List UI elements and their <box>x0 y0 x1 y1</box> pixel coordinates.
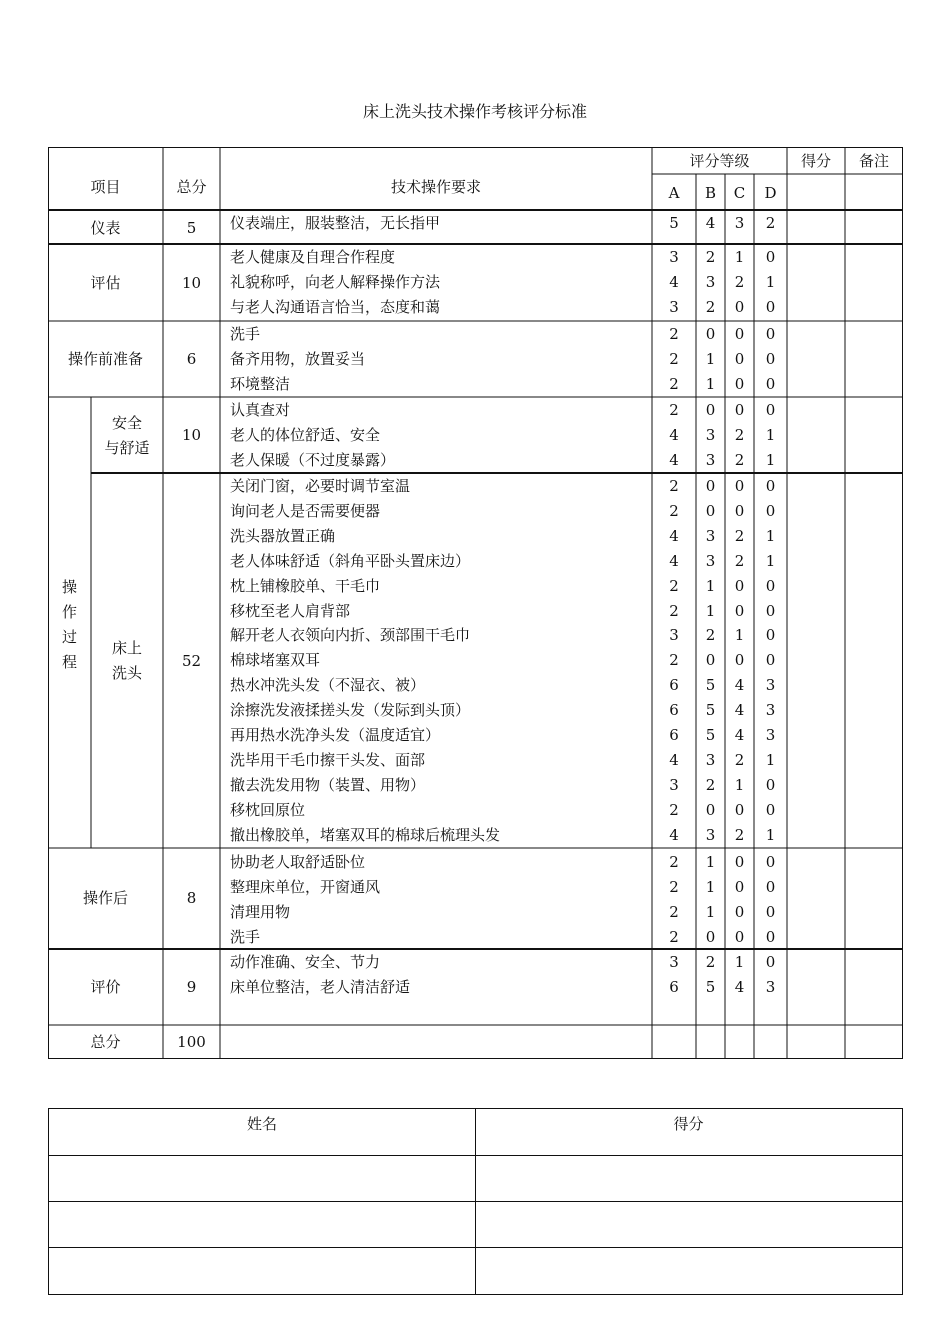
grade-score-c: 0 <box>734 601 745 620</box>
grade-score-a: 4 <box>669 450 679 469</box>
grade-score-c: 1 <box>734 626 745 645</box>
requirement-text: 热水冲洗头发（不湿衣、被） <box>230 676 426 695</box>
requirement-text: 洗头器放置正确 <box>230 526 336 545</box>
grade-score-a: 2 <box>669 501 679 520</box>
grade-score-b: 1 <box>705 601 716 620</box>
grade-score-c: 0 <box>734 349 745 368</box>
grade-score-a: 2 <box>669 374 679 393</box>
grade-score-b: 1 <box>705 349 716 368</box>
grade-score-d: 0 <box>765 651 776 670</box>
requirement-text: 撤去洗发用物（装置、用物） <box>230 775 426 794</box>
grade-score-d: 0 <box>765 877 776 896</box>
grade-score-b: 2 <box>705 248 716 266</box>
section-total-preparation: 6 <box>186 350 197 368</box>
grade-score-a: 4 <box>669 825 679 844</box>
grade-score-a: 4 <box>669 526 679 545</box>
grand-total-label: 总分 <box>90 1033 121 1051</box>
requirement-text: 老人保暖（不过度暴露） <box>230 450 396 469</box>
grade-score-c: 4 <box>734 701 745 720</box>
grade-score-b: 5 <box>705 977 716 996</box>
grade-score-d: 1 <box>765 551 776 570</box>
grade-score-a: 2 <box>669 800 679 819</box>
grade-score-c: 0 <box>734 927 745 946</box>
grade-score-a: 2 <box>669 477 679 495</box>
grade-score-c: 0 <box>734 651 745 670</box>
grade-score-c: 0 <box>734 902 745 921</box>
grade-score-c: 2 <box>734 825 745 844</box>
requirement-text: 整理床单位，开窗通风 <box>230 877 381 896</box>
grade-score-a: 6 <box>669 701 679 720</box>
requirement-text: 与老人沟通语言恰当，态度和蔼 <box>230 297 441 316</box>
grade-score-b: 3 <box>705 825 716 844</box>
page-title: 床上洗头技术操作考核评分标准 <box>362 102 587 121</box>
grade-score-b: 1 <box>705 902 716 921</box>
grade-score-d: 0 <box>765 297 776 316</box>
grade-score-c: 0 <box>734 374 745 393</box>
requirement-text: 老人体味舒适（斜角平卧头置床边） <box>230 551 471 570</box>
section-total-appearance: 5 <box>186 219 197 237</box>
grade-score-b: 3 <box>705 425 716 444</box>
section-sub-washing-line1: 床上 <box>111 639 142 657</box>
grade-score-c: 4 <box>734 676 745 695</box>
grade-score-b: 2 <box>705 775 716 794</box>
score-record-row <box>49 1201 902 1202</box>
grade-score-d: 0 <box>765 401 776 419</box>
grade-score-c: 2 <box>734 750 745 769</box>
grade-score-c: 4 <box>734 977 745 996</box>
requirement-text: 认真查对 <box>230 401 291 419</box>
grade-score-b: 2 <box>705 297 716 316</box>
grade-score-d: 3 <box>765 676 776 695</box>
grade-score-d: 0 <box>765 927 776 946</box>
section-name-assessment: 评估 <box>90 274 121 292</box>
section-sub-washing-line2: 洗头 <box>111 664 142 682</box>
grade-score-a: 4 <box>669 272 679 291</box>
requirement-text: 涂擦洗发液揉搓头发（发际到头顶） <box>230 701 471 720</box>
grade-score-b: 0 <box>705 477 716 495</box>
grade-score-b: 0 <box>705 325 716 343</box>
grade-score-d: 0 <box>765 853 776 871</box>
grade-score-d: 0 <box>765 477 776 495</box>
grade-score-c: 0 <box>734 576 745 595</box>
requirement-text: 枕上铺橡胶单、干毛巾 <box>230 576 381 595</box>
grade-score-b: 5 <box>705 676 716 695</box>
score-record-score-header: 得分 <box>673 1115 704 1133</box>
grade-score-a: 2 <box>669 651 679 670</box>
grade-score-a: 6 <box>669 726 679 744</box>
grade-score-c: 1 <box>734 775 745 794</box>
grade-score-c: 2 <box>734 272 745 291</box>
grade-score-d: 3 <box>765 977 776 996</box>
grade-score-b: 2 <box>705 626 716 645</box>
grand-total-value: 100 <box>177 1033 206 1051</box>
grade-score-c: 0 <box>734 297 745 316</box>
grade-score-b: 5 <box>705 701 716 720</box>
requirement-text: 协助老人取舒适卧位 <box>230 853 366 871</box>
grade-score-c: 4 <box>734 726 745 744</box>
grade-score-c: 0 <box>734 325 745 343</box>
section-total-safety: 10 <box>181 426 202 444</box>
grade-score-c: 2 <box>734 425 745 444</box>
requirement-text: 再用热水洗净头发（温度适宜） <box>230 726 441 744</box>
grade-score-c: 0 <box>734 501 745 520</box>
grade-score-c: 3 <box>734 214 745 232</box>
requirement-text: 撤出橡胶单，堵塞双耳的棉球后梳理头发 <box>230 825 501 844</box>
grade-score-d: 3 <box>765 701 776 720</box>
requirement-text: 棉球堵塞双耳 <box>230 651 321 670</box>
requirement-text: 关闭门窗，必要时调节室温 <box>230 477 411 495</box>
section-name-evaluation: 评价 <box>90 978 121 996</box>
requirement-text: 仪表端庄，服装整洁，无长指甲 <box>230 214 441 232</box>
requirement-text: 老人健康及自理合作程度 <box>230 248 396 266</box>
grade-score-b: 4 <box>705 214 716 232</box>
grade-score-a: 3 <box>669 297 679 316</box>
grade-score-d: 0 <box>765 953 776 971</box>
grade-score-a: 3 <box>669 248 679 266</box>
header-grade-c: C <box>733 184 746 202</box>
score-record-name-header: 姓名 <box>246 1115 277 1133</box>
grade-score-b: 1 <box>705 576 716 595</box>
grade-score-c: 0 <box>734 401 745 419</box>
requirement-text: 老人的体位舒适、安全 <box>230 425 381 444</box>
header-requirement: 技术操作要求 <box>390 178 481 196</box>
grade-score-d: 0 <box>765 374 776 393</box>
grade-score-c: 0 <box>734 477 745 495</box>
grade-score-b: 3 <box>705 450 716 469</box>
grade-score-c: 1 <box>734 248 745 266</box>
grade-score-b: 0 <box>705 927 716 946</box>
grade-score-d: 2 <box>765 214 776 232</box>
grade-score-d: 1 <box>765 526 776 545</box>
grade-score-d: 3 <box>765 726 776 744</box>
grade-score-b: 3 <box>705 551 716 570</box>
grade-score-a: 2 <box>669 877 679 896</box>
grade-score-d: 1 <box>765 750 776 769</box>
section-name-preparation: 操作前准备 <box>67 350 143 368</box>
grade-score-b: 1 <box>705 877 716 896</box>
grade-score-d: 1 <box>765 425 776 444</box>
grade-score-a: 6 <box>669 676 679 695</box>
grade-score-a: 4 <box>669 551 679 570</box>
section-total-assessment: 10 <box>181 274 202 292</box>
grade-score-b: 3 <box>705 272 716 291</box>
grade-score-a: 3 <box>669 775 679 794</box>
grade-score-b: 0 <box>705 401 716 419</box>
section-sub-safety <box>91 411 163 461</box>
grade-score-a: 2 <box>669 927 679 946</box>
header-score: 得分 <box>800 152 831 170</box>
grade-score-a: 2 <box>669 576 679 595</box>
grade-score-d: 0 <box>765 626 776 645</box>
grade-score-c: 2 <box>734 551 745 570</box>
grade-score-b: 0 <box>705 651 716 670</box>
requirement-text: 动作准确、安全、节力 <box>230 953 381 971</box>
header-remark: 备注 <box>858 152 889 170</box>
header-total: 总分 <box>176 178 207 196</box>
grade-score-d: 0 <box>765 501 776 520</box>
section-name-after: 操作后 <box>82 889 128 907</box>
requirement-text: 备齐用物，放置妥当 <box>230 349 366 368</box>
grade-score-c: 0 <box>734 853 745 871</box>
grade-score-d: 0 <box>765 248 776 266</box>
requirement-text: 询问老人是否需要便器 <box>230 501 381 520</box>
grade-score-c: 1 <box>734 953 745 971</box>
grade-score-d: 1 <box>765 272 776 291</box>
requirement-text: 洗毕用干毛巾擦干头发、面部 <box>230 750 426 769</box>
grade-score-b: 0 <box>705 501 716 520</box>
grade-score-b: 0 <box>705 800 716 819</box>
grade-score-c: 2 <box>734 450 745 469</box>
score-record-row <box>49 1247 902 1248</box>
section-sub-safety-line1: 安全 <box>111 414 142 432</box>
section-total-evaluation: 9 <box>186 978 197 996</box>
grade-score-b: 3 <box>705 750 716 769</box>
grade-score-c: 0 <box>734 877 745 896</box>
requirement-text: 清理用物 <box>230 902 291 921</box>
header-project: 项目 <box>90 178 121 196</box>
grade-score-b: 1 <box>705 374 716 393</box>
grade-score-d: 0 <box>765 349 776 368</box>
grade-score-d: 0 <box>765 902 776 921</box>
section-total-washing: 52 <box>181 652 202 670</box>
grade-score-d: 0 <box>765 601 776 620</box>
grade-score-a: 2 <box>669 853 679 871</box>
requirement-text: 洗手 <box>230 325 261 343</box>
grade-score-d: 1 <box>765 450 776 469</box>
grade-score-a: 6 <box>669 977 679 996</box>
requirement-text: 洗手 <box>230 927 261 946</box>
grade-score-b: 2 <box>705 953 716 971</box>
grade-score-a: 3 <box>669 953 679 971</box>
section-name-appearance: 仪表 <box>90 219 121 237</box>
grade-score-a: 2 <box>669 349 679 368</box>
scoring-table <box>48 147 903 1059</box>
grade-score-d: 0 <box>765 325 776 343</box>
section-name-procedure: 操作过程 <box>61 578 77 671</box>
grade-score-a: 5 <box>669 214 679 232</box>
grade-score-a: 2 <box>669 902 679 921</box>
grade-score-b: 1 <box>705 853 716 871</box>
grade-score-a: 4 <box>669 425 679 444</box>
requirement-text: 礼貌称呼，向老人解释操作方法 <box>230 272 441 291</box>
grade-score-a: 3 <box>669 626 679 645</box>
grade-score-d: 1 <box>765 825 776 844</box>
header-grade-d: D <box>764 184 777 202</box>
requirement-text: 床单位整洁，老人清洁舒适 <box>230 977 411 996</box>
header-grade: 评分等级 <box>689 152 750 170</box>
grade-score-a: 2 <box>669 401 679 419</box>
section-sub-washing <box>91 636 163 686</box>
score-record-row <box>49 1155 902 1156</box>
requirement-text: 环境整洁 <box>230 374 291 393</box>
section-sub-safety-line2: 与舒适 <box>104 439 150 457</box>
requirement-text: 解开老人衣领向内折、颈部围干毛巾 <box>230 626 471 645</box>
grade-score-b: 3 <box>705 526 716 545</box>
requirement-text: 移枕回原位 <box>230 800 306 819</box>
grade-score-a: 2 <box>669 601 679 620</box>
grade-score-d: 0 <box>765 775 776 794</box>
header-grade-a: A <box>668 184 680 202</box>
grade-score-d: 0 <box>765 576 776 595</box>
header-grade-b: B <box>704 184 717 202</box>
score-record-table <box>48 1108 903 1295</box>
section-total-after: 8 <box>186 889 197 907</box>
grade-score-b: 5 <box>705 726 716 744</box>
grade-score-a: 2 <box>669 325 679 343</box>
requirement-text: 移枕至老人肩背部 <box>230 601 351 620</box>
grade-score-c: 2 <box>734 526 745 545</box>
grade-score-a: 4 <box>669 750 679 769</box>
grade-score-c: 0 <box>734 800 745 819</box>
grade-score-d: 0 <box>765 800 776 819</box>
